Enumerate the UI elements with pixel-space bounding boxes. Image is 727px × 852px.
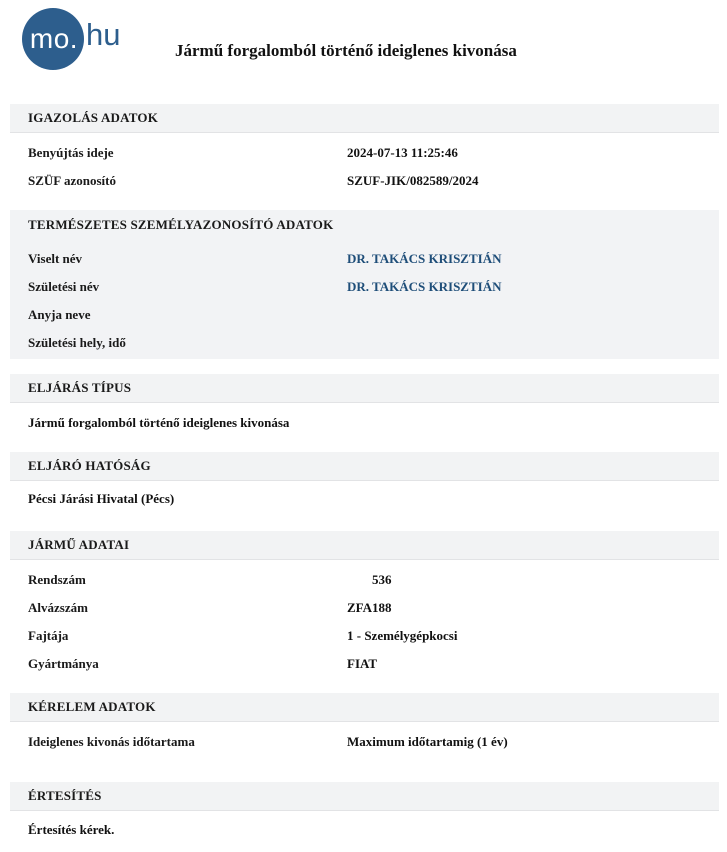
section-body	[10, 560, 719, 678]
field-value: SZUF-JIK/082589/2024	[347, 173, 479, 188]
field-row	[28, 301, 719, 329]
page-header	[0, 0, 727, 104]
field-label: Benyújtás ideje	[28, 145, 114, 160]
section-header: TERMÉSZETES SZEMÉLYAZONOSÍTÓ ADATOK	[28, 216, 334, 232]
field-value: 1 - Személygépkocsi	[347, 628, 458, 643]
mo-hu-logo-circle	[22, 8, 84, 70]
section-text: Pécsi Járási Hivatal (Pécs)	[28, 491, 175, 506]
field-row	[28, 566, 719, 594]
section-ertesites	[10, 782, 719, 852]
field-label: Viselt név	[28, 251, 83, 266]
section-body	[10, 239, 719, 357]
field-label: Ideiglenes kivonás időtartama	[28, 734, 195, 749]
field-row	[28, 728, 719, 756]
field-value: FIAT	[347, 656, 378, 671]
field-row	[28, 594, 719, 622]
field-value: DR. TAKÁCS KRISZTIÁN	[347, 279, 502, 294]
field-row	[28, 139, 719, 167]
section-igazolas-adatok	[10, 104, 719, 195]
section-text: Értesítés kérek.	[28, 822, 115, 837]
section-header: KÉRELEM ADATOK	[10, 693, 719, 722]
field-value: 536	[372, 572, 392, 587]
field-label: Születési hely, idő	[28, 335, 126, 350]
field-value: 2024-07-13 11:25:46	[347, 145, 458, 160]
section-kerelem-adatok	[10, 693, 719, 756]
field-label: Anyja neve	[28, 307, 91, 322]
section-szemelyazonosito-adatok	[10, 210, 719, 359]
section-header: ELJÁRÁS TÍPUS	[10, 374, 719, 403]
field-label: Rendszám	[28, 572, 86, 587]
section-header: JÁRMŰ ADATAI	[10, 531, 719, 560]
section-text: Jármű forgalomból történő ideiglenes kivonása	[28, 415, 290, 430]
field-label: Gyártmánya	[28, 656, 99, 671]
field-row	[28, 245, 719, 273]
field-label: SZÜF azonosító	[28, 173, 116, 188]
section-body	[10, 722, 719, 756]
section-eljaras-tipus	[10, 374, 719, 445]
section-eljaro-hatosag	[10, 452, 719, 521]
logo-circle-text: mo.	[29, 23, 79, 54]
field-label: Alvázszám	[28, 600, 88, 615]
section-header: ELJÁRÓ HATÓSÁG	[10, 452, 719, 481]
field-row	[28, 622, 719, 650]
mo-hu-logo	[22, 8, 120, 70]
page-title: Jármű forgalomból történő ideiglenes kivonása	[175, 41, 517, 60]
field-label: Születési név	[28, 279, 100, 294]
field-row	[28, 167, 719, 195]
field-label: Fajtája	[28, 628, 69, 643]
section-header: IGAZOLÁS ADATOK	[10, 104, 719, 133]
field-row	[28, 273, 719, 301]
section-jarmu-adatai	[10, 531, 719, 678]
field-row	[28, 329, 719, 357]
field-row	[28, 650, 719, 678]
section-header: ÉRTESÍTÉS	[10, 782, 719, 811]
field-value: Maximum időtartamig (1 év)	[347, 734, 508, 749]
section-body	[10, 133, 719, 195]
field-value: ZFA188	[347, 600, 392, 615]
logo-suffix-text: hu	[86, 17, 121, 52]
field-value: DR. TAKÁCS KRISZTIÁN	[347, 251, 502, 266]
